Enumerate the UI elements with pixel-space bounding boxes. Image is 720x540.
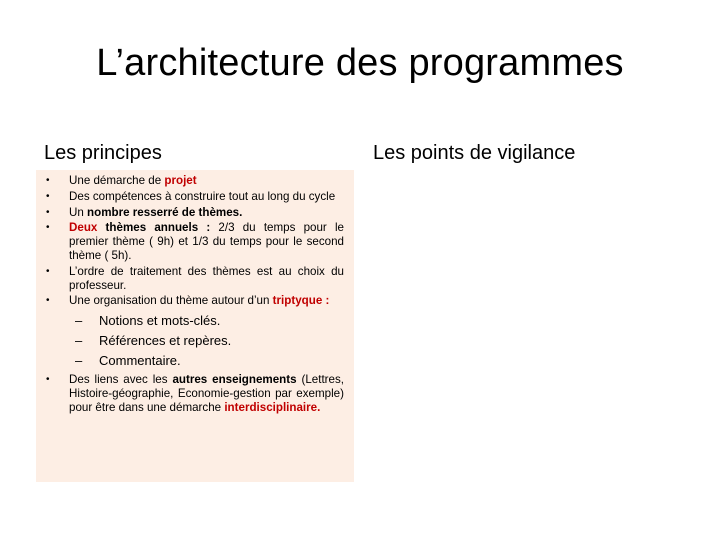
sub-item-text: Références et repères. — [99, 333, 232, 349]
bullet-icon: • — [46, 175, 50, 186]
sub-list-item — [69, 351, 344, 371]
bullet-icon: • — [46, 190, 50, 202]
list-item — [46, 373, 344, 414]
item-bold: nombre resserré de thèmes. — [87, 205, 243, 219]
principles-heading: Les principes — [44, 142, 162, 164]
dash-icon: – — [75, 353, 83, 369]
dash-icon: – — [75, 313, 83, 329]
sub-list-item — [69, 331, 344, 351]
item-highlight: Deux — [69, 221, 98, 235]
item-text: L’ordre de traitement des thèmes est au choix du professeur. — [69, 264, 344, 292]
sub-item-text: Notions et mots-clés. — [99, 313, 221, 329]
vigilance-heading: Les points de vigilance — [373, 142, 576, 164]
list-item — [46, 174, 344, 188]
item-bold: thèmes annuels : — [97, 221, 211, 235]
sub-list-item — [69, 311, 344, 331]
item-text: 2/3 du temps pour le premier thème ( 9h) et 1/3 du temps pour le second thème ( 5h). — [69, 221, 344, 262]
list-item — [46, 190, 344, 204]
item-text: Des liens avec les — [69, 373, 173, 387]
bullet-icon: • — [46, 374, 50, 386]
item-text: Une organisation du thème autour d’un — [69, 294, 273, 308]
bullet-icon: • — [46, 295, 50, 307]
item-text: (Lettres, Histoire-géographie, Economie-gestion par exemple) pour être dans une démarche — [69, 373, 345, 414]
dash-icon: – — [75, 333, 83, 349]
list-item — [46, 265, 344, 293]
slide-title: L’architecture des programmes — [96, 42, 624, 84]
item-highlight: triptyque : — [272, 294, 330, 308]
item-text: Un — [69, 205, 88, 219]
list-item — [46, 206, 344, 220]
item-highlight: projet — [164, 174, 197, 187]
item-text: Une démarche de — [69, 174, 165, 187]
item-highlight: interdisciplinaire. — [224, 400, 321, 414]
item-text: Des compétences à construire tout au long du cycle — [69, 189, 336, 203]
list-item — [46, 221, 344, 262]
sub-item-text: Commentaire. — [99, 353, 181, 369]
bullet-icon: • — [46, 265, 50, 277]
list-item — [46, 294, 344, 371]
principles-list — [46, 174, 344, 415]
bullet-icon: • — [46, 206, 50, 218]
bullet-icon: • — [46, 222, 50, 234]
principles-box — [36, 170, 354, 482]
item-bold: autres enseignements — [172, 373, 297, 387]
triptyque-sublist — [69, 311, 344, 371]
